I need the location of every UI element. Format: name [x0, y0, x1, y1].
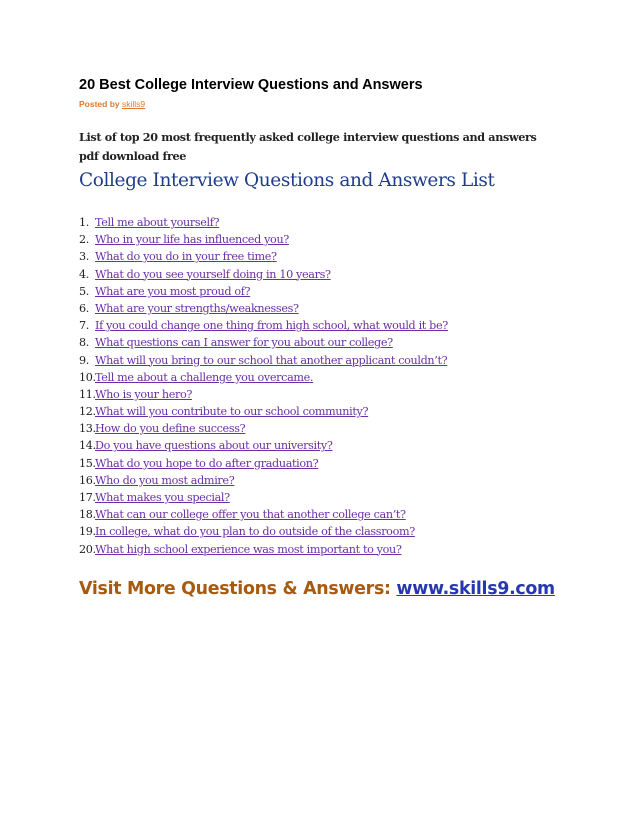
- author-link[interactable]: skills9: [122, 99, 146, 109]
- question-number: 2.: [79, 233, 89, 247]
- question-item: [79, 266, 448, 283]
- question-link[interactable]: What will you contribute to our school community?: [95, 405, 369, 419]
- question-item: [79, 437, 448, 454]
- question-link[interactable]: What do you hope to do after graduation?: [95, 456, 319, 470]
- question-number: 14.: [79, 439, 96, 453]
- question-item: [79, 541, 448, 558]
- question-item: [79, 455, 448, 472]
- question-list: [79, 214, 448, 558]
- question-item: [79, 231, 448, 248]
- visit-site-link[interactable]: www.skills9.com: [396, 579, 555, 599]
- question-number: 12.: [79, 405, 96, 419]
- question-item: [79, 334, 448, 351]
- question-number: 15.: [79, 456, 96, 470]
- list-heading: College Interview Questions and Answers List: [79, 170, 495, 191]
- question-number: 1.: [79, 216, 89, 229]
- question-number: 17.: [79, 491, 96, 504]
- question-link[interactable]: Who in your life has influenced you?: [95, 233, 289, 247]
- question-link[interactable]: What high school experience was most important to you?: [95, 542, 402, 556]
- question-link[interactable]: What can our college offer you that another college can’t?: [95, 508, 406, 522]
- question-number: 16.: [79, 473, 96, 487]
- question-item: [79, 300, 448, 317]
- question-link[interactable]: What do you see yourself doing in 10 years?: [95, 267, 331, 281]
- question-number: 13.: [79, 422, 96, 436]
- question-item: [79, 506, 448, 523]
- question-item: [79, 248, 448, 265]
- posted-by-line: [79, 99, 145, 109]
- question-link[interactable]: Tell me about yourself?: [95, 216, 220, 229]
- question-link[interactable]: How do you define success?: [95, 422, 246, 436]
- question-link[interactable]: Who is your hero?: [95, 387, 192, 401]
- question-number: 19.: [79, 525, 96, 539]
- question-item: [79, 283, 448, 300]
- question-number: 18.: [79, 508, 96, 522]
- question-link[interactable]: In college, what do you plan to do outside of the classroom?: [95, 525, 415, 539]
- visit-line: [79, 579, 555, 599]
- question-item: [79, 523, 448, 540]
- question-link[interactable]: Who do you most admire?: [95, 473, 235, 487]
- question-link[interactable]: What questions can I answer for you about our college?: [95, 336, 393, 350]
- question-item: [79, 420, 448, 437]
- question-item: [79, 489, 448, 506]
- question-link[interactable]: What are you most proud of?: [95, 284, 251, 298]
- question-item: [79, 214, 448, 231]
- question-number: 5.: [79, 284, 89, 298]
- question-link[interactable]: If you could change one thing from high school, what would it be?: [95, 319, 448, 333]
- question-number: 20.: [79, 542, 96, 556]
- question-link[interactable]: What are your strengths/weaknesses?: [95, 301, 299, 315]
- visit-label: Visit More Questions & Answers:: [79, 579, 391, 599]
- question-item: [79, 369, 448, 386]
- question-item: [79, 352, 448, 369]
- question-number: 10.: [79, 370, 96, 384]
- question-item: [79, 403, 448, 420]
- question-number: 7.: [79, 319, 89, 333]
- question-link[interactable]: What will you bring to our school that another applicant couldn’t?: [95, 353, 448, 367]
- question-link[interactable]: What makes you special?: [95, 491, 230, 504]
- page-title: 20 Best College Interview Questions and Answers: [79, 77, 423, 93]
- question-link[interactable]: Tell me about a challenge you overcame.: [95, 370, 314, 384]
- question-number: 8.: [79, 336, 89, 350]
- question-item: [79, 472, 448, 489]
- question-number: 11.: [79, 387, 96, 401]
- intro-text: List of top 20 most frequently asked college interview questions and answers pdf download free: [79, 130, 537, 163]
- question-item: [79, 386, 448, 403]
- question-number: 4.: [79, 267, 89, 281]
- question-number: 6.: [79, 301, 89, 315]
- posted-by-prefix: Posted by: [79, 99, 120, 109]
- question-link[interactable]: What do you do in your free time?: [95, 250, 277, 264]
- question-link[interactable]: Do you have questions about our university?: [95, 439, 333, 453]
- question-item: [79, 317, 448, 334]
- question-number: 9.: [79, 353, 89, 367]
- question-number: 3.: [79, 250, 89, 264]
